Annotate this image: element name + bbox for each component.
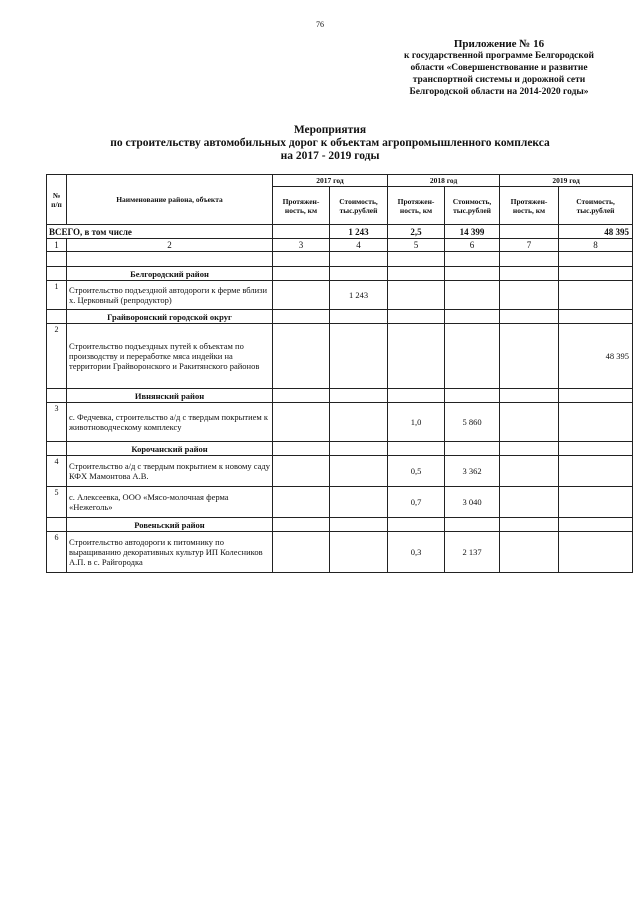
heading-line-1: Мероприятия	[293, 124, 367, 136]
item-number: 1	[47, 281, 67, 310]
col-number: 7	[500, 239, 559, 252]
item-cost-2018: 2 137	[445, 532, 500, 573]
table-row	[47, 456, 633, 487]
district-grayvoron: Грайворонский городской округ	[67, 310, 273, 324]
header-name: Наименование района, объекта	[67, 175, 273, 225]
header-cost-2019: Стоимость, тыс.рублей	[559, 187, 633, 225]
appendix-line: области «Совершенствование и развитие	[410, 63, 588, 73]
item-len-2018: 0,5	[388, 456, 445, 487]
district-row	[47, 442, 633, 456]
district-row	[47, 267, 633, 281]
item-name: Строительство подъездной автодороги к ферме вблизи х. Церковный (репродуктор)	[67, 281, 273, 310]
district-belgorod: Белгородский район	[67, 267, 273, 281]
district-ivnya: Ивнянский район	[67, 389, 273, 403]
header-num: № п/п	[47, 175, 67, 225]
item-cost-2019: 48 395	[559, 324, 633, 389]
header-length-2017: Протяжен-ность, км	[273, 187, 330, 225]
page-number: 76	[316, 20, 324, 29]
item-name: Строительство а/д с твердым покрытием к новому саду КФХ Мамонтова А.В.	[67, 456, 273, 487]
table-row	[47, 532, 633, 573]
table-row	[47, 281, 633, 310]
item-len-2018: 0,3	[388, 532, 445, 573]
total-len-2017	[273, 225, 330, 239]
roads-table	[46, 174, 633, 573]
item-number: 6	[47, 532, 67, 573]
item-cost-2018: 3 362	[445, 456, 500, 487]
total-label: ВСЕГО, в том числе	[47, 225, 273, 239]
item-number: 3	[47, 403, 67, 442]
appendix-title: Приложение № 16	[453, 38, 545, 50]
header-cost-2018: Стоимость, тыс.рублей	[445, 187, 500, 225]
table-row	[47, 324, 633, 389]
col-number: 6	[445, 239, 500, 252]
heading-line-3: на 2017 - 2019 годы	[280, 150, 380, 162]
item-number: 5	[47, 487, 67, 518]
col-number: 8	[559, 239, 633, 252]
item-name: с. Алексеевка, ООО «Мясо-молочная ферма «Нежеголь»	[67, 487, 273, 518]
item-name: с. Федчевка, строительство а/д с твердым покрытием к животноводческому комплексу	[67, 403, 273, 442]
header-year-2019: 2019 год	[500, 175, 633, 187]
table-row	[47, 487, 633, 518]
total-len-2019	[500, 225, 559, 239]
header-length-2019: Протяжен-ность, км	[500, 187, 559, 225]
col-number: 1	[47, 239, 67, 252]
item-cost-2018: 3 040	[445, 487, 500, 518]
total-row	[47, 225, 633, 239]
total-cost-2018: 14 399	[445, 225, 500, 239]
col-number: 3	[273, 239, 330, 252]
appendix-line: Белгородской области на 2014-2020 годы»	[409, 87, 589, 97]
district-row	[47, 389, 633, 403]
district-korocha: Корочанский район	[67, 442, 273, 456]
col-number: 5	[388, 239, 445, 252]
header-length-2018: Протяжен-ность, км	[388, 187, 445, 225]
item-len-2018: 0,7	[388, 487, 445, 518]
heading-line-2: по строительству автомобильных дорог к объектам агропромышленного комплекса	[110, 137, 550, 149]
total-len-2018: 2,5	[388, 225, 445, 239]
col-number: 4	[330, 239, 388, 252]
appendix-block	[368, 38, 630, 98]
item-name: Строительство подъездных путей к объектам по производству и переработке мяса индейки на территории Грайворонского и Ракитянского районов	[67, 324, 273, 389]
district-rovenki: Ровеньский район	[67, 518, 273, 532]
total-cost-2017: 1 243	[330, 225, 388, 239]
header-year-2017: 2017 год	[273, 175, 388, 187]
header-year-2018: 2018 год	[388, 175, 500, 187]
item-cost-2017: 1 243	[330, 281, 388, 310]
item-len-2018: 1,0	[388, 403, 445, 442]
table-row	[47, 403, 633, 442]
total-cost-2019: 48 395	[559, 225, 633, 239]
appendix-line: к государственной программе Белгородской	[404, 51, 594, 61]
item-cost-2018: 5 860	[445, 403, 500, 442]
blank-row	[47, 252, 633, 267]
district-row	[47, 310, 633, 324]
col-number: 2	[67, 239, 273, 252]
appendix-line: транспортной системы и дорожной сети	[412, 75, 586, 85]
item-number: 2	[47, 324, 67, 389]
header-row-years	[47, 175, 633, 187]
item-number: 4	[47, 456, 67, 487]
district-row	[47, 518, 633, 532]
column-numbers-row	[47, 239, 633, 252]
header-cost-2017: Стоимость, тыс.рублей	[330, 187, 388, 225]
item-name: Строительство автодороги к питомнику по выращиванию декоративных культур ИП Колесников А.П. в с. Райгородка	[67, 532, 273, 573]
document-heading	[60, 124, 600, 163]
